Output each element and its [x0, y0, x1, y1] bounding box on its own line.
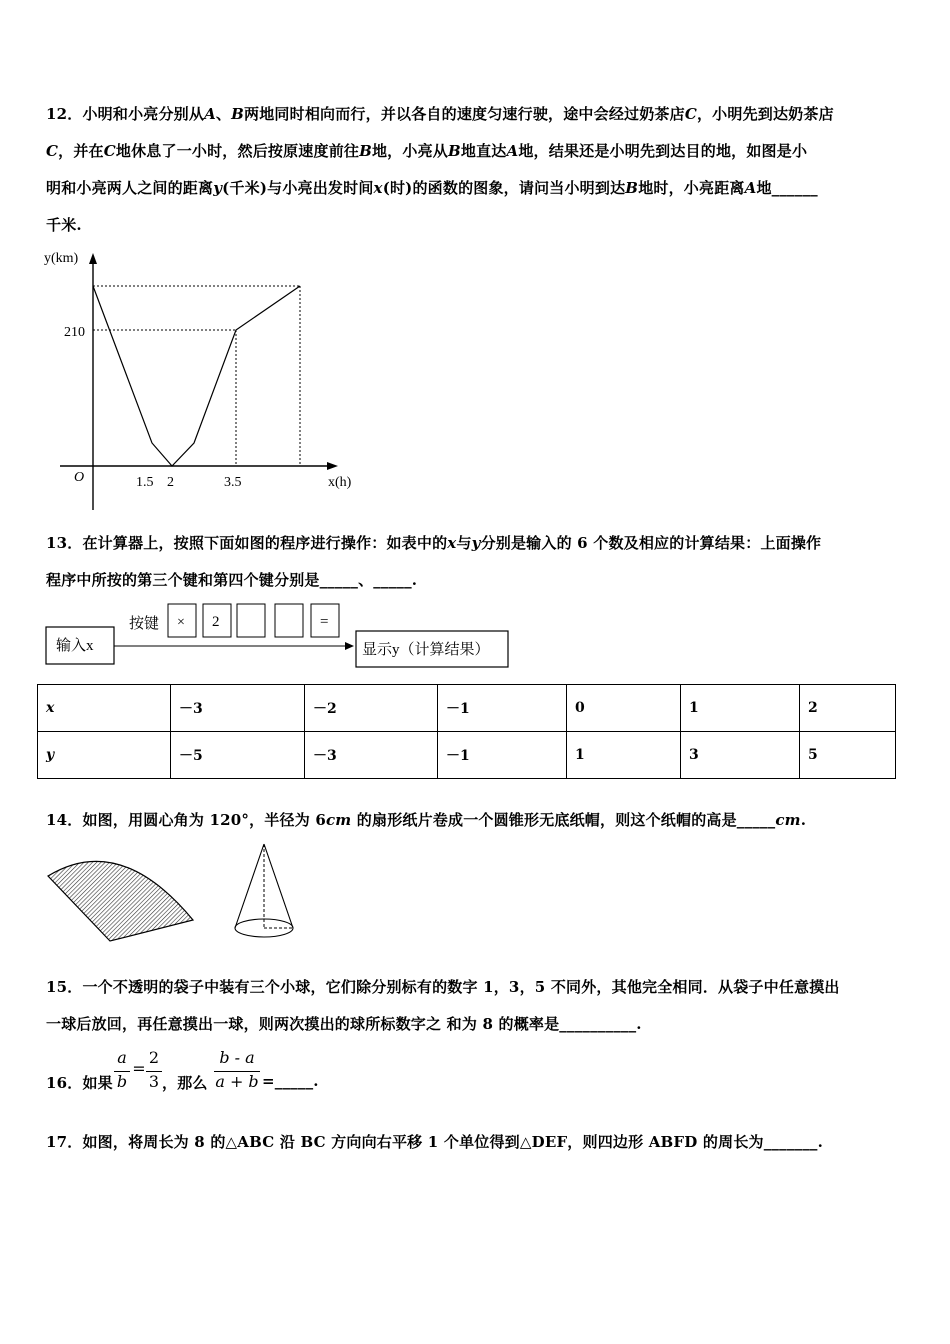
- q12-text: ，小明先到达奶茶店: [696, 105, 834, 123]
- q12-text: 、: [215, 105, 232, 123]
- var-y: y: [471, 534, 481, 552]
- point-c: C: [684, 105, 697, 123]
- table-cell: 0: [567, 685, 681, 732]
- point-b: B: [448, 142, 461, 160]
- table-cell: 3: [681, 732, 800, 779]
- table-row: [38, 685, 896, 732]
- table-cell: 2: [800, 685, 896, 732]
- sector-paper: [48, 861, 193, 941]
- x-axis-label: x(h): [328, 475, 352, 490]
- q17-text: 17．如图，将周长为 8 的△ABC 沿 BC 方向向右平移 1 个单位得到△DEF，则四边形 ABFD 的周长为_______.: [46, 1133, 824, 1151]
- q12-text: 地直达: [460, 142, 507, 160]
- point-c: C: [103, 142, 116, 160]
- q13-text: 分别是输入的 6 个数及相应的计算结果：上面操作: [480, 534, 822, 552]
- q13-line-1: [46, 532, 821, 553]
- q12-line-4: [46, 214, 82, 235]
- q16-suffix: [262, 1072, 319, 1090]
- output-label: 显示y（计算结果）: [362, 642, 490, 658]
- key-4-blank: [275, 604, 303, 637]
- fraction-a-denominator: b: [116, 1072, 128, 1091]
- key-5-label: =: [320, 614, 329, 630]
- fraction-b-minus-a: b - a: [219, 1048, 255, 1067]
- key-2-label: 2: [212, 614, 220, 630]
- table-cell: 1: [681, 685, 800, 732]
- equals-sign: =: [132, 1059, 146, 1078]
- table-cell: 5: [800, 732, 896, 779]
- point-c: C: [46, 142, 59, 160]
- q14-line: [46, 809, 806, 830]
- key-3-blank: [237, 604, 265, 637]
- distance-curve: [93, 286, 300, 466]
- q12-text: (千米)与小亮出发时间: [222, 179, 374, 197]
- q16-text: ，那么: [162, 1074, 208, 1092]
- table-cell: －1: [438, 732, 567, 779]
- q16-text: 16．如果: [46, 1074, 113, 1092]
- q12-text: 12．小明和小亮分别从: [46, 105, 205, 123]
- q12-text: 地休息了一小时，然后按原速度前往: [115, 142, 360, 160]
- q16-text: =_____.: [262, 1072, 319, 1090]
- table-cell: －2: [305, 685, 438, 732]
- fraction-a-numerator: a: [117, 1048, 127, 1067]
- unit-cm: cm: [775, 811, 801, 829]
- sector-and-cone-figure: [40, 838, 320, 948]
- q12-text: ，并在: [58, 142, 104, 160]
- point-b: B: [625, 179, 639, 197]
- q12-distance-graph: [40, 245, 370, 515]
- q15-line-1: [46, 976, 840, 997]
- table-row: [38, 732, 896, 779]
- origin-label: O: [74, 470, 85, 485]
- unit-cm: cm: [325, 811, 352, 829]
- point-b: B: [231, 105, 245, 123]
- key-1-label: ×: [177, 615, 185, 630]
- x-tick-3.5: 3.5: [224, 475, 242, 490]
- fraction-a-plus-b: a + b: [215, 1072, 259, 1091]
- q14-text: 的扇形纸片卷成一个圆锥形无底纸帽，则这个纸帽的高是_____: [351, 811, 776, 829]
- table-cell: －5: [171, 732, 305, 779]
- q13-text: 13．在计算器上，按照下面如图的程序进行操作：如表中的: [46, 534, 448, 552]
- q12-text: 千米.: [46, 216, 82, 234]
- table-head: x: [38, 685, 171, 732]
- q15-text: 一球后放回，再任意摸出一球，则两次摸出的球所标数字之 和为 8 的概率是__________.: [46, 1015, 642, 1033]
- var-y: y: [213, 179, 223, 197]
- fraction-3-denominator: 3: [148, 1072, 160, 1091]
- table-cell: －3: [305, 732, 438, 779]
- keys-label: 按键: [129, 616, 160, 632]
- fraction-2-numerator: 2: [148, 1048, 160, 1067]
- q12-text: 地时，小亮距离: [638, 179, 745, 197]
- q14-text: 14．如图，用圆心角为 120°，半径为 6: [46, 811, 326, 829]
- q12-text: 两地同时相向而行，并以各自的速度匀速行驶，途中会经过奶茶店: [244, 105, 685, 123]
- x-axis-arrow: [327, 462, 338, 470]
- q13-xy-table: [37, 684, 896, 779]
- table-cell: 1: [567, 732, 681, 779]
- y-tick-210: 210: [64, 325, 85, 340]
- q13-text: 程序中所按的第三个键和第四个键分别是_____、_____.: [46, 571, 418, 589]
- table-cell: －3: [171, 685, 305, 732]
- q15-line-2: [46, 1013, 642, 1034]
- x-tick-1.5: 1.5: [136, 475, 154, 490]
- q16-prefix: [46, 1072, 113, 1093]
- var-x: x: [373, 179, 383, 197]
- q12-line-2: [46, 140, 807, 161]
- input-label: 输入x: [56, 638, 94, 654]
- calculator-program-diagram: [40, 597, 520, 672]
- point-b: B: [359, 142, 372, 160]
- q12-text: 地______: [756, 179, 818, 197]
- q12-line-1: [46, 103, 834, 124]
- table-head: y: [38, 732, 171, 779]
- q14-text: .: [800, 811, 807, 829]
- x-tick-2: 2: [167, 475, 174, 490]
- point-a: A: [744, 179, 757, 197]
- q17-line: [46, 1131, 823, 1152]
- var-x: x: [447, 534, 457, 552]
- q12-text: 地，结果还是小明先到达目的地，如图是小: [518, 142, 808, 160]
- q16-mid: [162, 1072, 208, 1093]
- q12-line-3: [46, 177, 818, 198]
- point-a: A: [204, 105, 216, 123]
- table-cell: －1: [438, 685, 567, 732]
- q12-text: 明和小亮两人之间的距离: [46, 179, 214, 197]
- point-a: A: [506, 142, 519, 160]
- y-axis-label: y(km): [44, 251, 79, 266]
- q12-text: (时)的函数的图象，请问当小明到达: [382, 179, 626, 197]
- flow-arrow-head: [345, 642, 354, 650]
- q13-text: 与: [456, 534, 472, 552]
- q13-line-2: [46, 569, 417, 590]
- q12-text: 地，小亮从: [371, 142, 448, 160]
- q15-text: 15．一个不透明的袋子中装有三个小球，它们除分别标有的数字 1，3，5 不同外，其他完全相同．从袋子中任意摸出: [46, 978, 840, 996]
- y-axis-arrow: [89, 253, 97, 264]
